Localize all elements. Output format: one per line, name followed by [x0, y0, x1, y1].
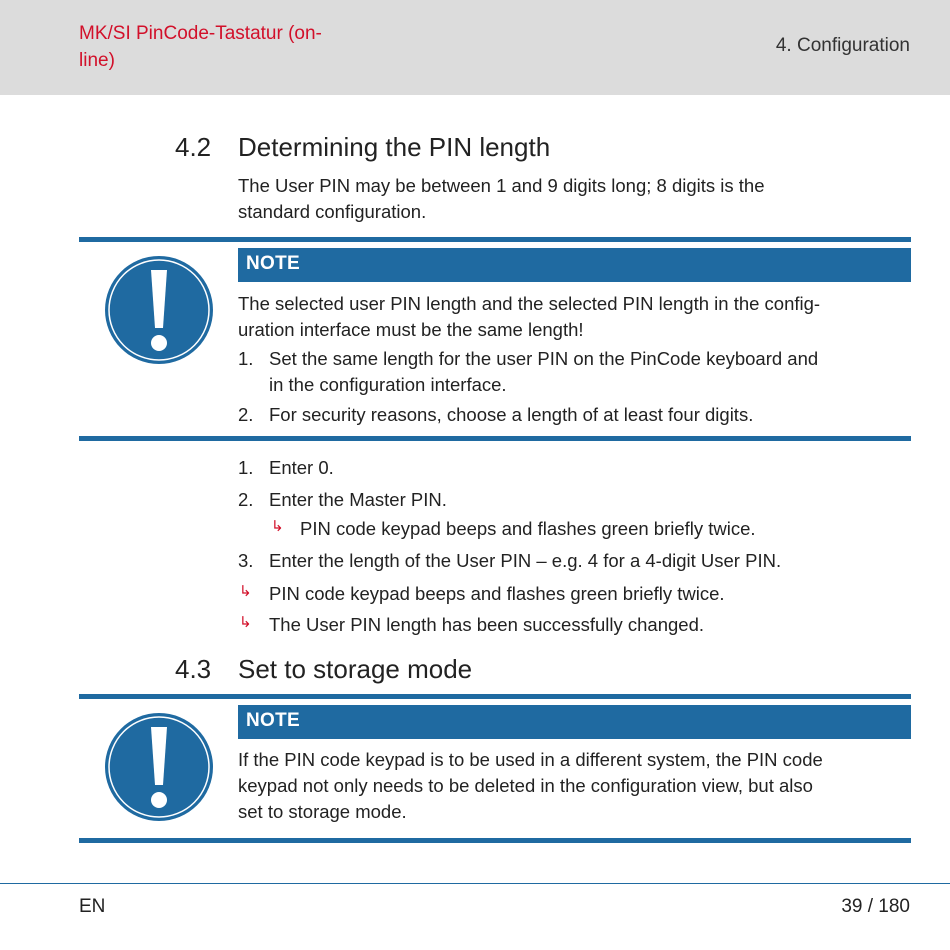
- page-header: [0, 0, 950, 95]
- note-list-number: 2.: [238, 404, 254, 425]
- step-result: PIN code keypad beeps and flashes green briefly twice.: [300, 518, 756, 539]
- note-top-rule: [79, 694, 911, 699]
- section-number-4-3: 4.3: [175, 654, 212, 684]
- section-intro-line1: The User PIN may be between 1 and 9 digits long; 8 digits is the: [238, 175, 765, 196]
- note-list-text-line2: in the configuration interface.: [269, 374, 507, 395]
- section-title-4-2: Determining the PIN length: [238, 132, 551, 162]
- step-number: 1.: [238, 457, 254, 478]
- footer-divider: [0, 883, 950, 884]
- final-result: The User PIN length has been successfully changed.: [269, 614, 704, 635]
- step-number: 3.: [238, 550, 254, 571]
- section-title-4-3: Set to storage mode: [238, 654, 473, 684]
- step-text: Enter the length of the User PIN – e.g. 4 for a 4-digit User PIN.: [269, 550, 782, 571]
- step-number: 2.: [238, 489, 254, 510]
- step-text: Enter 0.: [269, 457, 334, 478]
- product-title: [79, 20, 399, 74]
- product-title-line1: MK/SI PinCode-Tastatur (on-: [79, 23, 322, 44]
- section-intro: [238, 173, 765, 225]
- exclamation-circle-icon: [103, 711, 215, 823]
- result-arrow-icon: ↳: [239, 614, 252, 631]
- note-list-number: 1.: [238, 348, 254, 369]
- note-list-text-line1: Set the same length for the user PIN on the PinCode keyboard and: [269, 348, 819, 369]
- product-title-line2: line): [79, 50, 115, 71]
- result-arrow-icon: ↳: [239, 583, 252, 600]
- note-text: [238, 747, 911, 825]
- footer-language: EN: [79, 896, 106, 917]
- note-header-bar: [238, 248, 911, 282]
- note-text-line2: uration interface must be the same length!: [238, 319, 584, 340]
- note-text-line1: If the PIN code keypad is to be used in a different system, the PIN code: [238, 749, 823, 770]
- final-result: PIN code keypad beeps and flashes green briefly twice.: [269, 583, 725, 604]
- note-label: NOTE: [246, 253, 300, 274]
- note-text-line1: The selected user PIN length and the selected PIN length in the config-: [238, 293, 821, 314]
- note-bottom-rule: [79, 838, 911, 843]
- chapter-title: 4. Configuration: [775, 35, 910, 56]
- step-text: Enter the Master PIN.: [269, 489, 447, 510]
- section-intro-line2: standard configuration.: [238, 201, 427, 222]
- footer-page-number: 39 / 180: [841, 896, 910, 917]
- note-label: NOTE: [246, 710, 300, 731]
- note-list-text-line1: For security reasons, choose a length of at least four digits.: [269, 404, 754, 425]
- result-arrow-icon: ↳: [271, 518, 284, 535]
- note-header-bar: [238, 705, 911, 739]
- note-top-rule: [79, 237, 911, 242]
- exclamation-circle-icon: [103, 254, 215, 366]
- note-text: [238, 291, 820, 343]
- note-bottom-rule: [79, 436, 911, 441]
- note-text-line2: keypad not only needs to be deleted in the configuration view, but also: [238, 775, 813, 796]
- note-text-line3: set to storage mode.: [238, 801, 407, 822]
- section-number-4-2: 4.2: [175, 132, 212, 162]
